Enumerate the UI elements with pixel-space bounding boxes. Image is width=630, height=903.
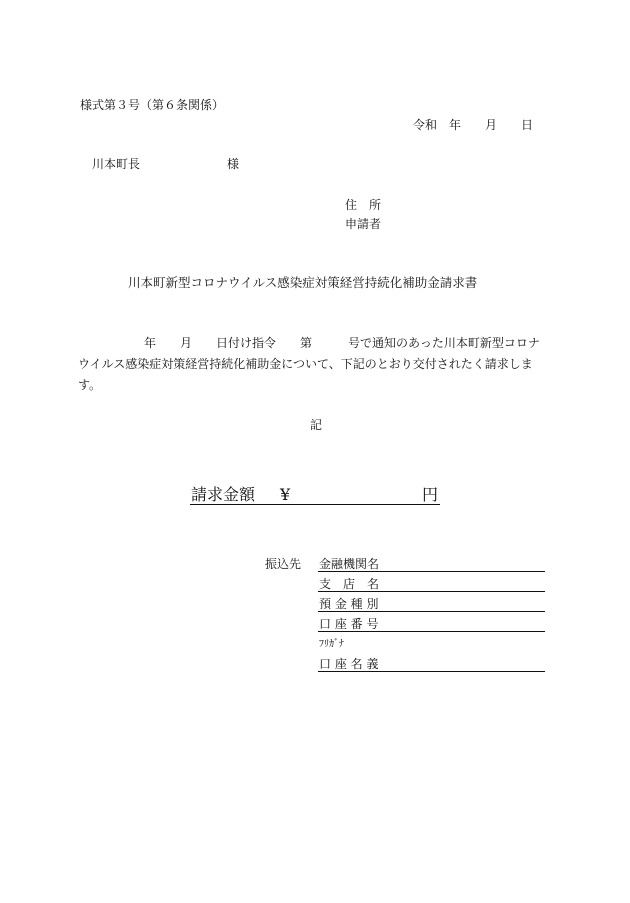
- account-number-label: 口 座 番 号: [319, 617, 379, 631]
- deposit-type-label: 預 金 種 別: [319, 597, 379, 611]
- applicant-label: 申請者: [345, 217, 382, 231]
- furigana-label: ﾌﾘｶﾞﾅ: [319, 639, 344, 650]
- bank-name-label: 金融機関名: [319, 557, 380, 571]
- date-line: 令和 年 月 日: [413, 118, 534, 132]
- account-holder-line: [318, 671, 545, 672]
- address-label: 住 所: [345, 198, 382, 212]
- account-number-line: [318, 631, 545, 632]
- note-mark: 記: [310, 418, 323, 432]
- bank-transfer-label: 振込先: [265, 557, 302, 571]
- request-body-text: 年 月 日付け指令 第 号で通知のあった川本町新型コロナウイルス感染症対策経営持続化補助金について、下記のとおり交付されたく請求します。: [78, 336, 540, 392]
- document-title: 川本町新型コロナウイルス感染症対策経営持続化補助金請求書: [128, 275, 478, 290]
- deposit-type-line: [318, 611, 545, 612]
- bank-name-line: [318, 571, 545, 572]
- yen-sign: ¥: [280, 485, 291, 504]
- amount-unit: 円: [422, 485, 439, 504]
- branch-name-line: [318, 591, 545, 592]
- addressee-honorific: 様: [227, 157, 240, 171]
- account-holder-label: 口 座 名 義: [319, 657, 379, 671]
- amount-underline: [190, 504, 440, 505]
- addressee-name: 川本町長: [92, 157, 141, 171]
- request-amount-label: 請求金額: [191, 485, 256, 504]
- form-number: 様式第３号（第６条関係）: [80, 98, 225, 112]
- branch-name-label: 支 店 名: [319, 577, 380, 591]
